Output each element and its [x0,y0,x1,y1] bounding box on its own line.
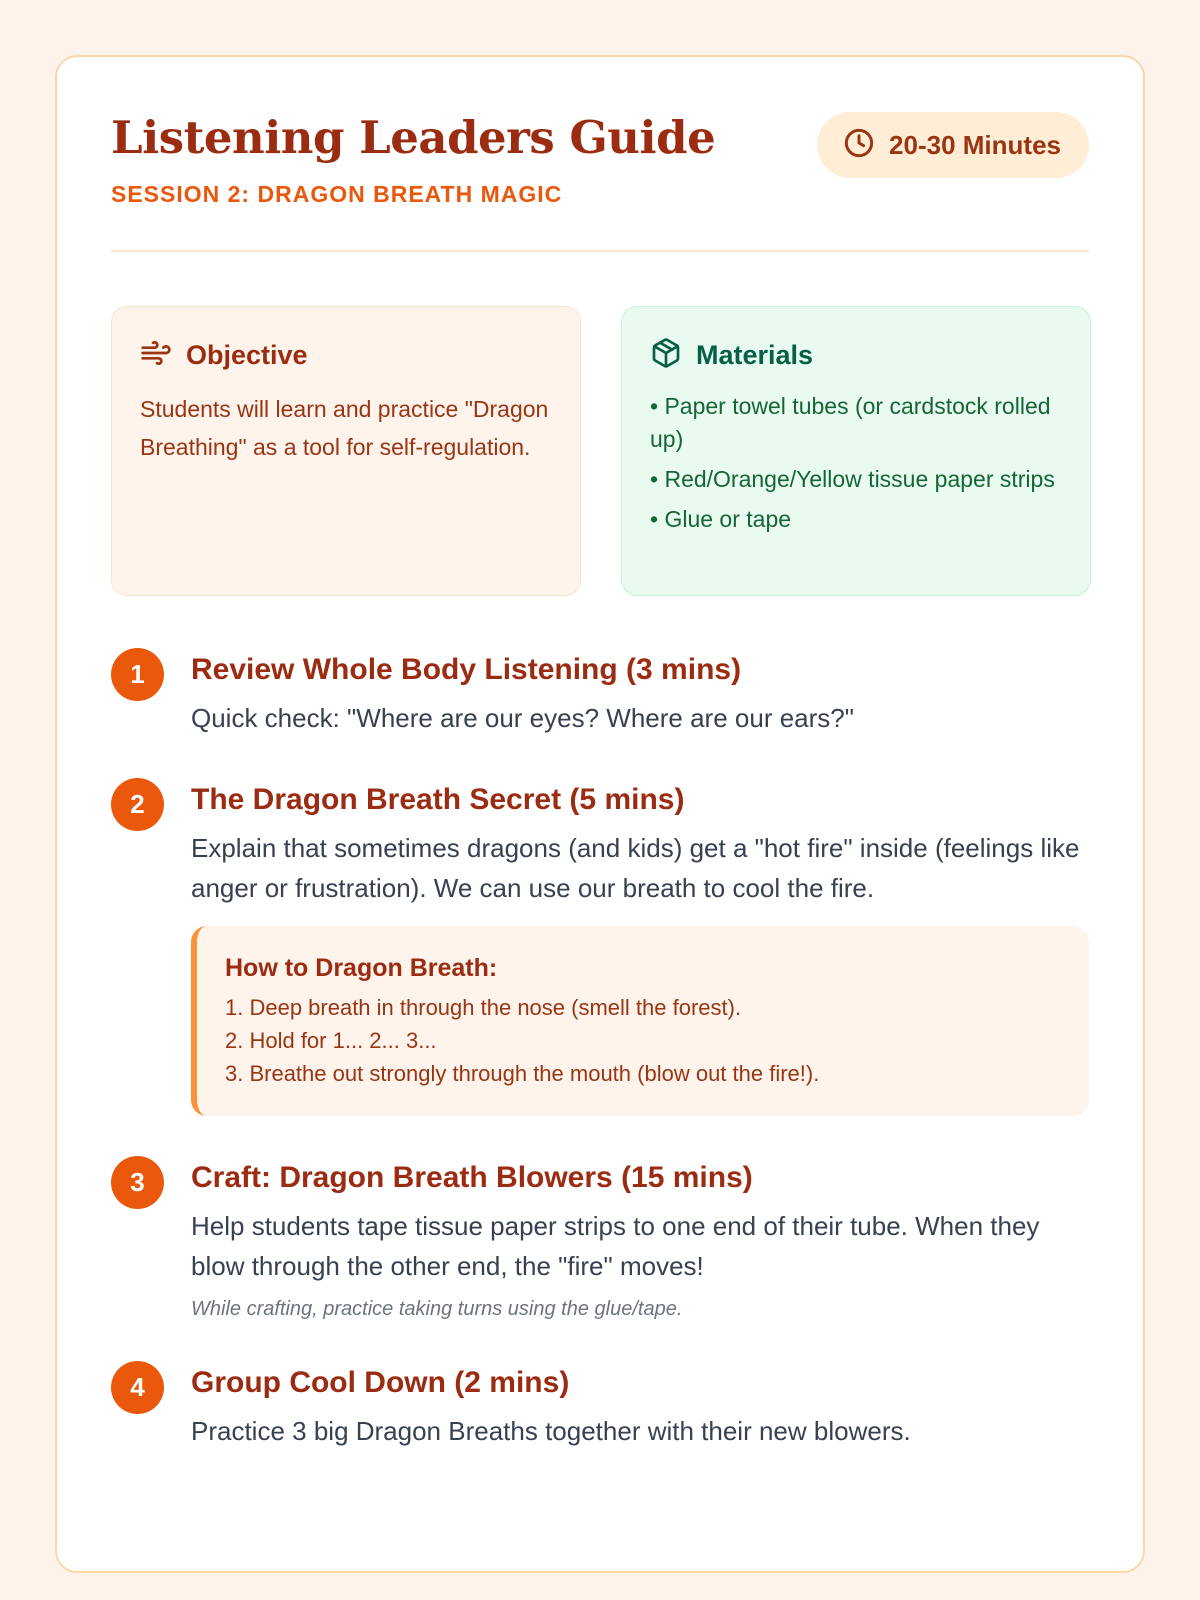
step-number: 1 [111,648,164,701]
materials-box [621,306,1091,596]
step-description: Quick check: "Where are our eyes? Where are our ears?" [191,703,854,733]
duration-label: 20-30 Minutes [889,129,1061,160]
page-title: Listening Leaders Guide [111,111,716,164]
steps-list [111,648,1089,1451]
list-item: • Glue or tape [650,503,1062,536]
objective-box [111,306,581,596]
wind-icon [140,337,172,374]
step-number: 4 [111,1361,164,1414]
step-title: Review Whole Body Listening (3 mins) [191,653,742,686]
list-item: 3. Breathe out strongly through the mouth (blow out the fire!). [225,1061,820,1086]
step-description: Help students tape tissue paper strips to one end of their tube. When they blow through the other end, the "fire" moves! [191,1211,1040,1281]
info-boxes [111,306,1089,596]
duration-badge [817,112,1089,178]
step-number: 3 [111,1156,164,1209]
materials-list [650,390,1062,536]
session-subtitle: SESSION 2: DRAGON BREATH MAGIC [111,181,563,207]
objective-heading: Objective [186,340,308,370]
how-to-callout [191,926,1089,1116]
step-title: Craft: Dragon Breath Blowers (15 mins) [191,1161,753,1194]
header [111,57,1089,252]
step-number: 2 [111,778,164,831]
box-icon [650,337,682,374]
objective-text: Students will learn and practice "Dragon Breathing" as a tool for self-regulation. [140,396,549,460]
step-2 [111,778,1089,1116]
step-note: While crafting, practice taking turns using the glue/tape. [191,1298,683,1320]
lesson-card [55,55,1145,1573]
clock-icon [843,127,875,164]
step-title: Group Cool Down (2 mins) [191,1366,570,1399]
how-to-list [225,991,1059,1090]
how-to-heading: How to Dragon Breath: [225,954,498,982]
list-item: 2. Hold for 1... 2... 3... [225,1028,437,1053]
step-1 [111,648,1089,738]
step-4 [111,1361,1089,1451]
step-3 [111,1156,1089,1321]
step-title: The Dragon Breath Secret (5 mins) [191,783,685,816]
list-item: • Paper towel tubes (or cardstock rolled up) [650,390,1062,456]
step-description: Explain that sometimes dragons (and kids) get a "hot fire" inside (feelings like anger or frustration). We can use our breath to cool the fire. [191,833,1080,903]
step-description: Practice 3 big Dragon Breaths together with their new blowers. [191,1416,911,1446]
materials-heading: Materials [696,340,814,370]
list-item: 1. Deep breath in through the nose (smell the forest). [225,995,742,1020]
list-item: • Red/Orange/Yellow tissue paper strips [650,463,1062,496]
